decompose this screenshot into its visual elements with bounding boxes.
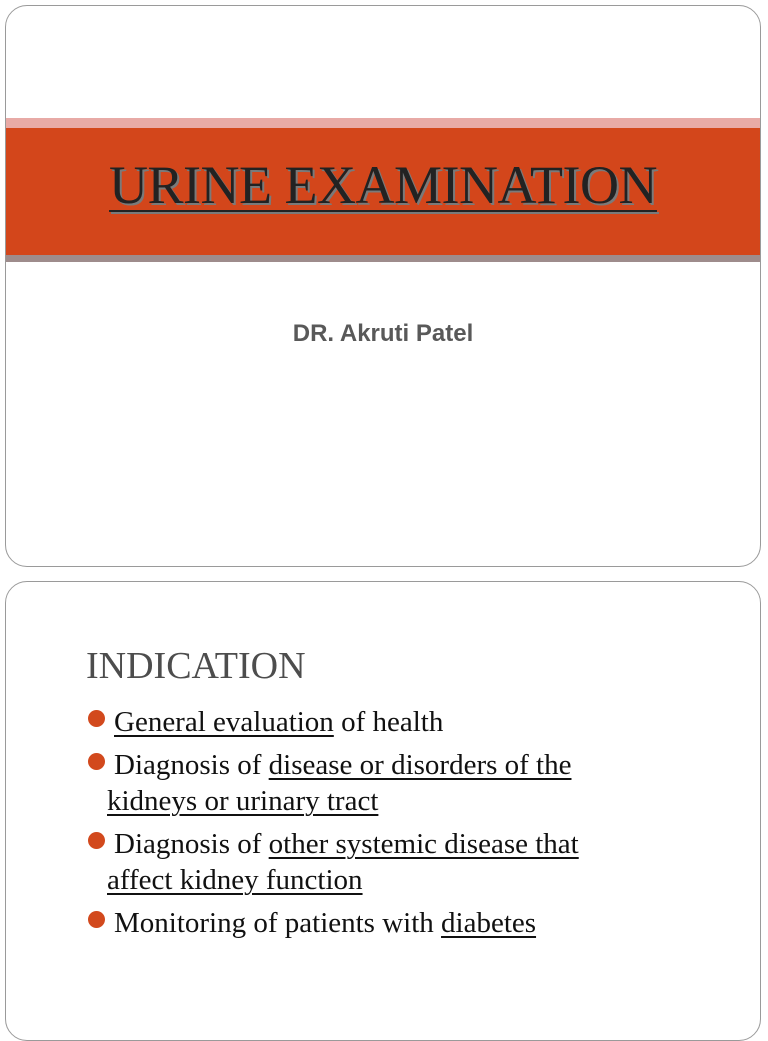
bullet-underlined-text: disease or disorders of the — [268, 749, 572, 781]
bullet-underlined-text: affect kidney function — [107, 864, 363, 896]
bullet-underlined-text: kidneys or urinary tract — [107, 785, 379, 817]
bullet-item — [84, 704, 744, 740]
title-band-bottom — [6, 255, 760, 262]
bullet-underlined-text: other systemic disease that — [268, 828, 579, 860]
bullet-item — [84, 747, 744, 819]
slide-heading: INDICATION — [86, 645, 306, 687]
bullet-text: Monitoring of patients with — [114, 907, 442, 939]
bullet-text: Diagnosis of — [114, 828, 269, 860]
bullet-list — [84, 704, 744, 948]
bullet-dot-icon — [88, 832, 105, 849]
title-band-top — [6, 118, 760, 128]
slide-subtitle: DR. Akruti Patel — [292, 320, 474, 347]
indication-slide — [5, 581, 761, 1041]
bullet-text: of health — [333, 706, 444, 738]
bullet-text: Diagnosis of — [114, 749, 269, 781]
bullet-item — [84, 905, 744, 941]
bullet-item — [84, 826, 744, 898]
bullet-dot-icon — [88, 753, 105, 770]
title-slide — [5, 5, 761, 567]
bullet-underlined-text: General evaluation — [114, 706, 334, 738]
bullet-dot-icon — [88, 710, 105, 727]
slide-title: URINE EXAMINATION — [109, 155, 657, 215]
bullet-dot-icon — [88, 911, 105, 928]
bullet-underlined-text: diabetes — [441, 907, 537, 939]
